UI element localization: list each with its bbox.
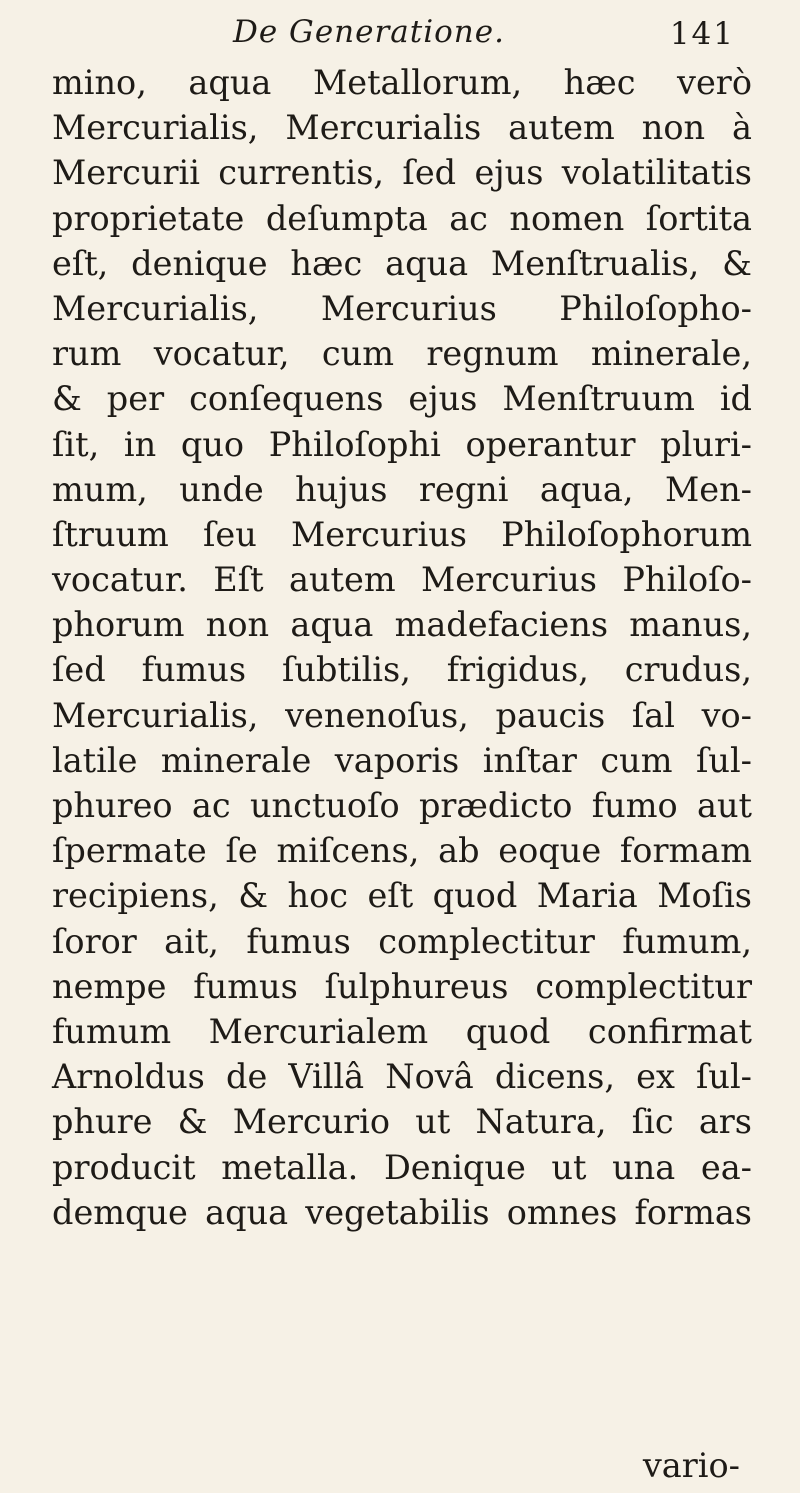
text-line: proprietate deſumpta ac nomen ſortita (52, 198, 752, 238)
text-line: phure & Mercurio ut Natura, ſic ars (52, 1102, 752, 1142)
text-line: rum vocatur, cum regnum minerale, (52, 334, 752, 374)
body-text (52, 60, 752, 1235)
text-line: Arnoldus de Villâ Novâ dicens, ex ſul- (52, 1057, 752, 1097)
text-line: Mercurialis, venenoſus, paucis ſal vo- (52, 695, 752, 735)
text-line: nempe fumus ſulphureus complectitur (52, 966, 752, 1006)
text-line: Mercurialis, Mercurialis autem non à (52, 108, 752, 148)
text-line: Mercurii currentis, ſed ejus volatilitatis (52, 153, 752, 193)
text-line: ſit, in quo Philoſophi operantur pluri- (52, 424, 752, 464)
text-line: ſtruum ſeu Mercurius Philoſophorum (52, 514, 752, 554)
catchword: vario- (642, 1446, 740, 1485)
text-line: ſoror ait, fumus complectitur fumum, (52, 921, 752, 961)
text-line: eſt, denique hæc aqua Menſtrualis, & (52, 243, 752, 283)
text-line: ſed fumus ſubtilis, frigidus, crudus, (52, 650, 752, 690)
text-line: ſpermate ſe miſcens, ab eoque formam (52, 831, 752, 871)
page-number: 141 (669, 16, 735, 52)
text-line: phureo ac unctuoſo prædicto fumo aut (52, 786, 752, 825)
text-line: latile minerale vaporis inſtar cum ſul- (52, 740, 752, 780)
text-line: phorum non aqua madefaciens manus, (52, 605, 752, 645)
text-line: producit metalla. Denique ut una ea- (52, 1147, 752, 1187)
text-line: mum, unde hujus regni aqua, Men- (52, 469, 752, 509)
page-header (0, 14, 800, 64)
text-line: demque aqua vegetabilis omnes formas (52, 1192, 752, 1232)
text-line: recipiens, & hoc eſt quod Maria Moſis (52, 876, 752, 916)
text-line: & per conſequens ejus Menſtruum id (52, 379, 752, 419)
text-line: mino, aqua Metallorum, hæc verò (52, 63, 752, 102)
running-head: De Generatione. (233, 14, 505, 50)
text-line: vocatur. Eſt autem Mercurius Philoſo- (52, 560, 752, 600)
text-line: fumum Mercurialem quod confirmat (52, 1011, 752, 1051)
text-line: Mercurialis, Mercurius Philoſopho- (52, 288, 752, 328)
